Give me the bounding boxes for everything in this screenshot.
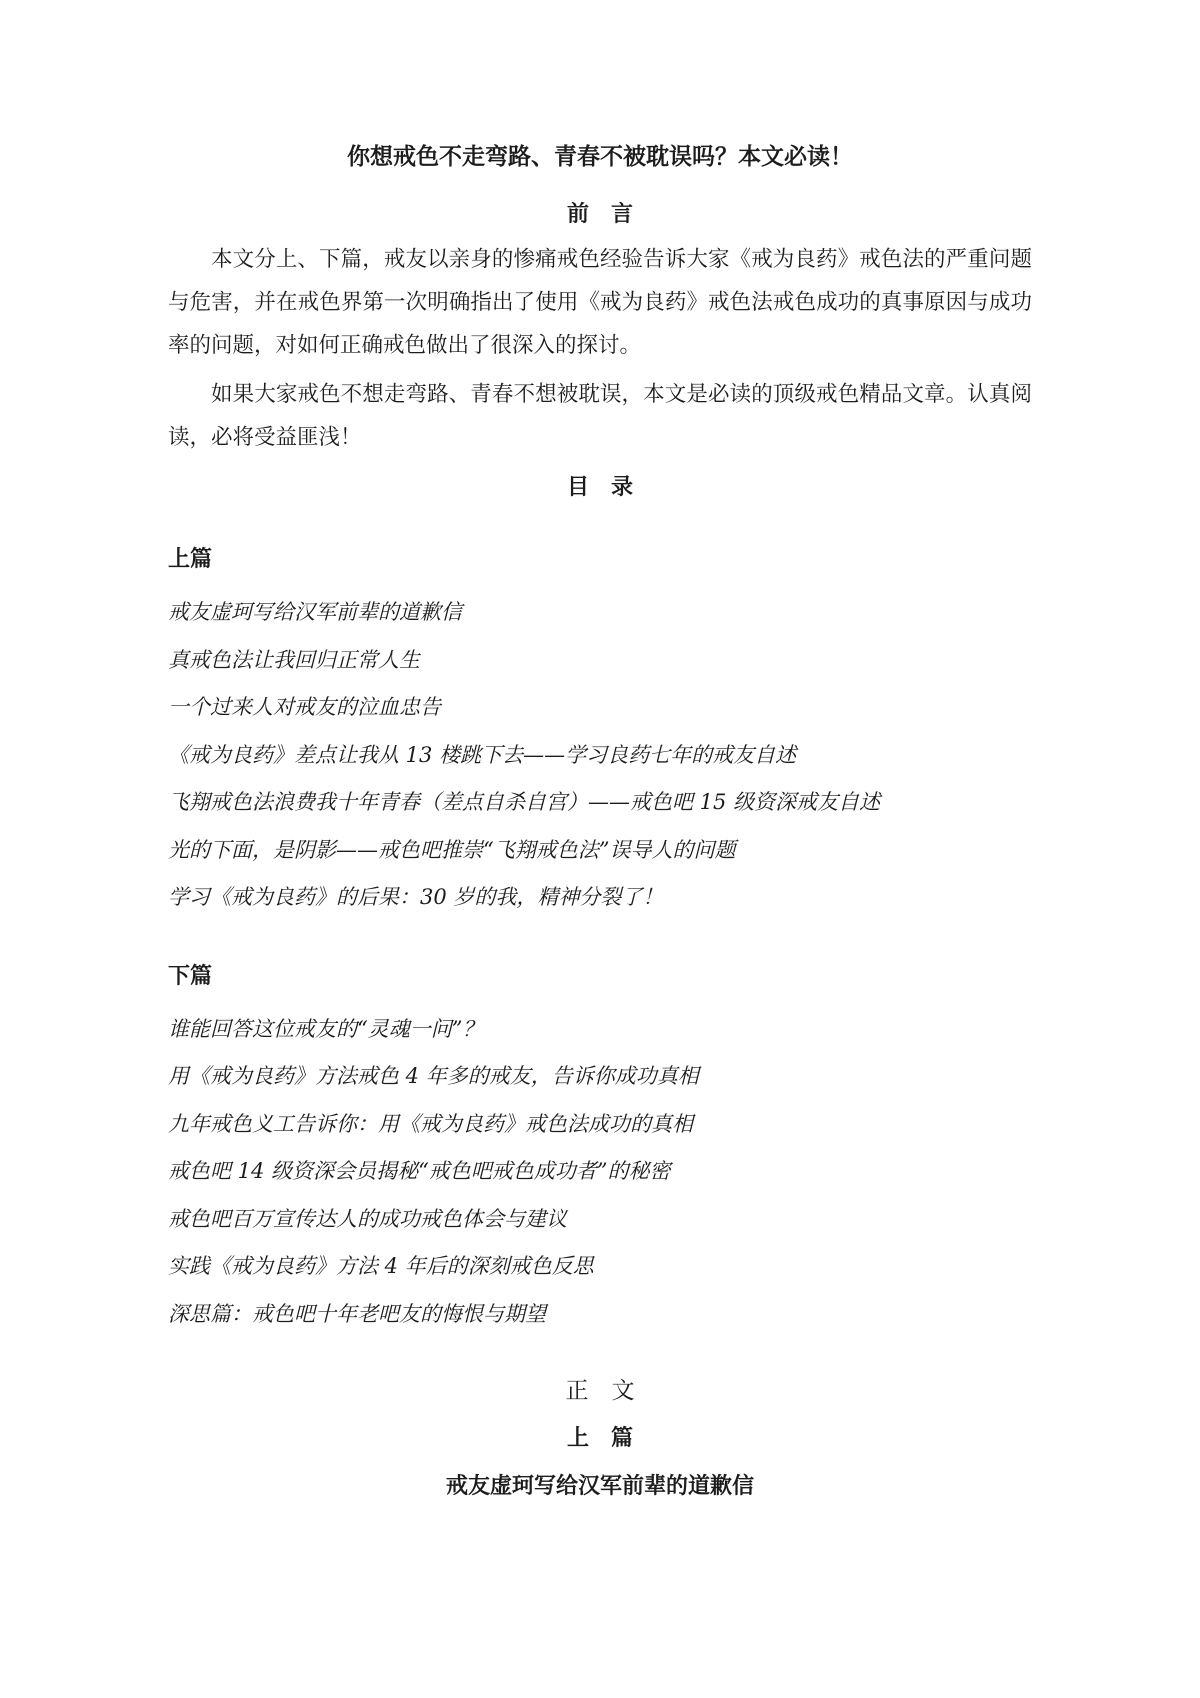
document-title: 你想戒色不走弯路、青春不被耽误吗？本文必读！ <box>347 144 853 170</box>
toc-item: 《戒为良药》差点让我从 13 楼跳下去——学习良药七年的戒友自述 <box>168 742 797 767</box>
toc-item: 实践《戒为良药》方法 4 年后的深刻戒色反思 <box>168 1254 594 1278</box>
toc-item: 学习《戒为良药》的后果：30 岁的我，精神分裂了！ <box>168 885 664 909</box>
toc-item: 戒色吧 14 级资深会员揭秘“戒色吧戒色成功者”的秘密 <box>168 1159 671 1183</box>
toc-item: 飞翔戒色法浪费我十年青春（差点自杀自宫）——戒色吧 15 级资深戒友自述 <box>168 790 881 814</box>
toc-part1-label: 上篇 <box>168 547 213 572</box>
toc-item: 深思篇：戒色吧十年老吧友的悔恨与期望 <box>168 1301 546 1326</box>
toc-part2-list <box>168 1006 1032 1339</box>
toc-item: 真戒色法让我回归正常人生 <box>168 647 420 672</box>
document-content <box>168 140 1032 1504</box>
toc-item: 谁能回答这位戒友的“灵魂一问”？ <box>168 1016 484 1041</box>
toc-part1-list <box>168 589 1032 922</box>
toc-item: 光的下面，是阴影——戒色吧推崇“飞翔戒色法”误导人的问题 <box>168 837 736 862</box>
part1-heading: 上 篇 <box>566 1426 633 1451</box>
toc-item: 戒友虚珂写给汉军前辈的道歉信 <box>168 600 462 624</box>
chapter-heading: 戒友虚珂写给汉军前辈的道歉信 <box>445 1474 754 1499</box>
toc-item: 九年戒色义工告诉你：用《戒为良药》戒色法成功的真相 <box>168 1111 693 1136</box>
preface-paragraph: 如果大家戒色不想走弯路、青春不想被耽误，本文是必读的顶级戒色精品文章。认真阅读，必将受益匪浅！ <box>168 382 1032 450</box>
preface-heading: 前 言 <box>566 202 633 227</box>
toc-item: 戒色吧百万宣传达人的成功戒色体会与建议 <box>168 1206 567 1231</box>
toc-part2-label: 下篇 <box>168 963 213 989</box>
toc-heading: 目 录 <box>566 475 633 500</box>
toc-item: 用《戒为良药》方法戒色 4 年多的戒友，告诉你成功真相 <box>168 1064 699 1088</box>
main-text-heading: 正 文 <box>565 1378 635 1404</box>
preface-paragraph: 本文分上、下篇，戒友以亲身的惨痛戒色经验告诉大家《戒为良药》戒色法的严重问题与危害，并在戒色界第一次明确指出了使用《戒为良药》戒色法戒色成功的真事原因与成功率的问题，对如何正确戒色做出了很深入的探讨。 <box>168 247 1032 358</box>
toc-item: 一个过来人对戒友的泣血忠告 <box>168 695 441 719</box>
